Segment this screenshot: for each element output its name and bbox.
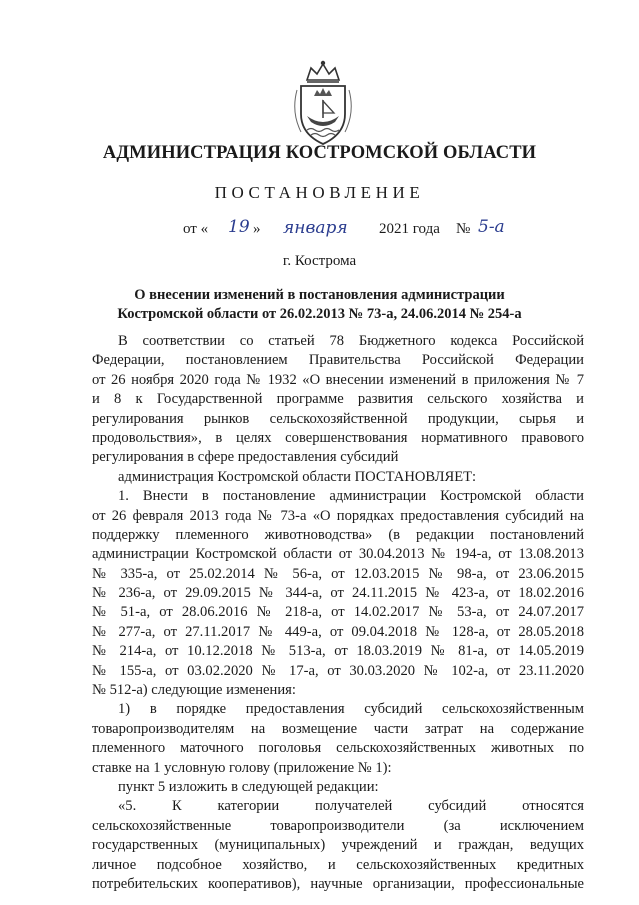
document-number: 5-а [478, 217, 505, 237]
city: г. Кострома [282, 253, 357, 269]
body-line: продовольствия», в целях совершенствования нормативного правового [92, 429, 584, 446]
body-line: поддержку племенного животноводства» (в редакции постановлений [92, 526, 584, 543]
agency-name: АДМИНИСТРАЦИЯ КОСТРОМСКОЙ ОБЛАСТИ [102, 143, 537, 163]
coat-of-arms-icon [287, 58, 359, 150]
body-line: Федерации, постановлением Правительства Российской Федерации [92, 352, 584, 369]
document-title [0, 286, 639, 324]
body-line: от 26 ноября 2020 года № 1932 «О внесении изменений в приложения № 7 [92, 371, 584, 388]
body-line: № 236-а, от 29.09.2015 № 344-а, от 24.11.2015 № 423-а, от 18.02.2016 [92, 585, 584, 602]
body-line: администрация Костромской области ПОСТАНОВЛЯЕТ: [118, 468, 477, 485]
body-line: администрации Костромской области от 30.04.2013 № 194-а, от 13.08.2013 [92, 546, 584, 563]
date-line [183, 217, 543, 247]
title-line-2: Костромской области от 26.02.2013 № 73-а, 24.06.2014 № 254-а [117, 306, 522, 322]
body-line: № 155-а, от 03.02.2020 № 17-а, от 30.03.2020 № 102-а, от 23.11.2020 [92, 662, 584, 679]
body-line: и 8 к Государственной программе развития сельского хозяйства и [92, 391, 584, 408]
body-line: «5. К категории получателей субсидий относятся [118, 798, 584, 815]
body-line: 1) в порядке предоставления субсидий сельскохозяйственным [118, 701, 584, 718]
body-line: от 26 февраля 2013 года № 73-а «О порядках предоставления субсидий на [92, 507, 584, 524]
body-line: товаропроизводителям на возмещение части затрат на содержание [92, 720, 584, 737]
document-type: ПОСТАНОВЛЕНИЕ [214, 183, 425, 202]
number-sign: № [456, 221, 471, 237]
date-prefix: от « [183, 221, 209, 237]
body-line: ставке на 1 условную голову (приложение № 1): [92, 759, 392, 776]
title-line-1: О внесении изменений в постановления администрации [134, 287, 505, 303]
body-line: В соответствии со статьей 78 Бюджетного кодекса Российской [118, 333, 584, 349]
date-year: 2021 года [379, 221, 440, 237]
body-line: племенного маточного поголовья сельскохозяйственных животных по [92, 740, 584, 757]
body-line: № 214-а, от 10.12.2018 № 513-а, от 18.03.2019 № 81-а, от 14.05.2019 [92, 643, 584, 660]
document-body [92, 332, 584, 894]
body-line: № 277-а, от 27.11.2017 № 449-а, от 09.04.2018 № 128-а, от 28.05.2018 [92, 623, 584, 640]
date-day: 19 [228, 217, 250, 237]
body-line: государственных (муниципальных) учреждений и граждан, ведущих [92, 837, 584, 854]
body-line: № 512-а) следующие изменения: [92, 682, 296, 699]
date-month: января [283, 218, 348, 238]
body-line: потребительских кооперативов), научные организации, профессиональные [92, 875, 584, 892]
body-line: 1. Внести в постановление администрации Костромской области [118, 488, 584, 505]
body-line: № 51-а, от 28.06.2016 № 218-а, от 14.02.2017 № 53-а, от 24.07.2017 [92, 604, 584, 621]
body-line: сельскохозяйственные товаропроизводители (за исключением [92, 817, 584, 834]
body-line: пункт 5 изложить в следующей редакции: [118, 778, 379, 795]
body-line: регулирования рынков сельскохозяйственной продукции, сырья и [92, 410, 584, 427]
body-line: личное подсобное хозяйство, и сельскохозяйственных кредитных [92, 856, 584, 873]
body-line: № 335-а, от 25.02.2014 № 56-а, от 12.03.2015 № 98-а, от 23.06.2015 [92, 565, 584, 582]
date-mid: » [253, 221, 261, 237]
body-line: регулирования в сфере предоставления субсидий [92, 449, 399, 466]
